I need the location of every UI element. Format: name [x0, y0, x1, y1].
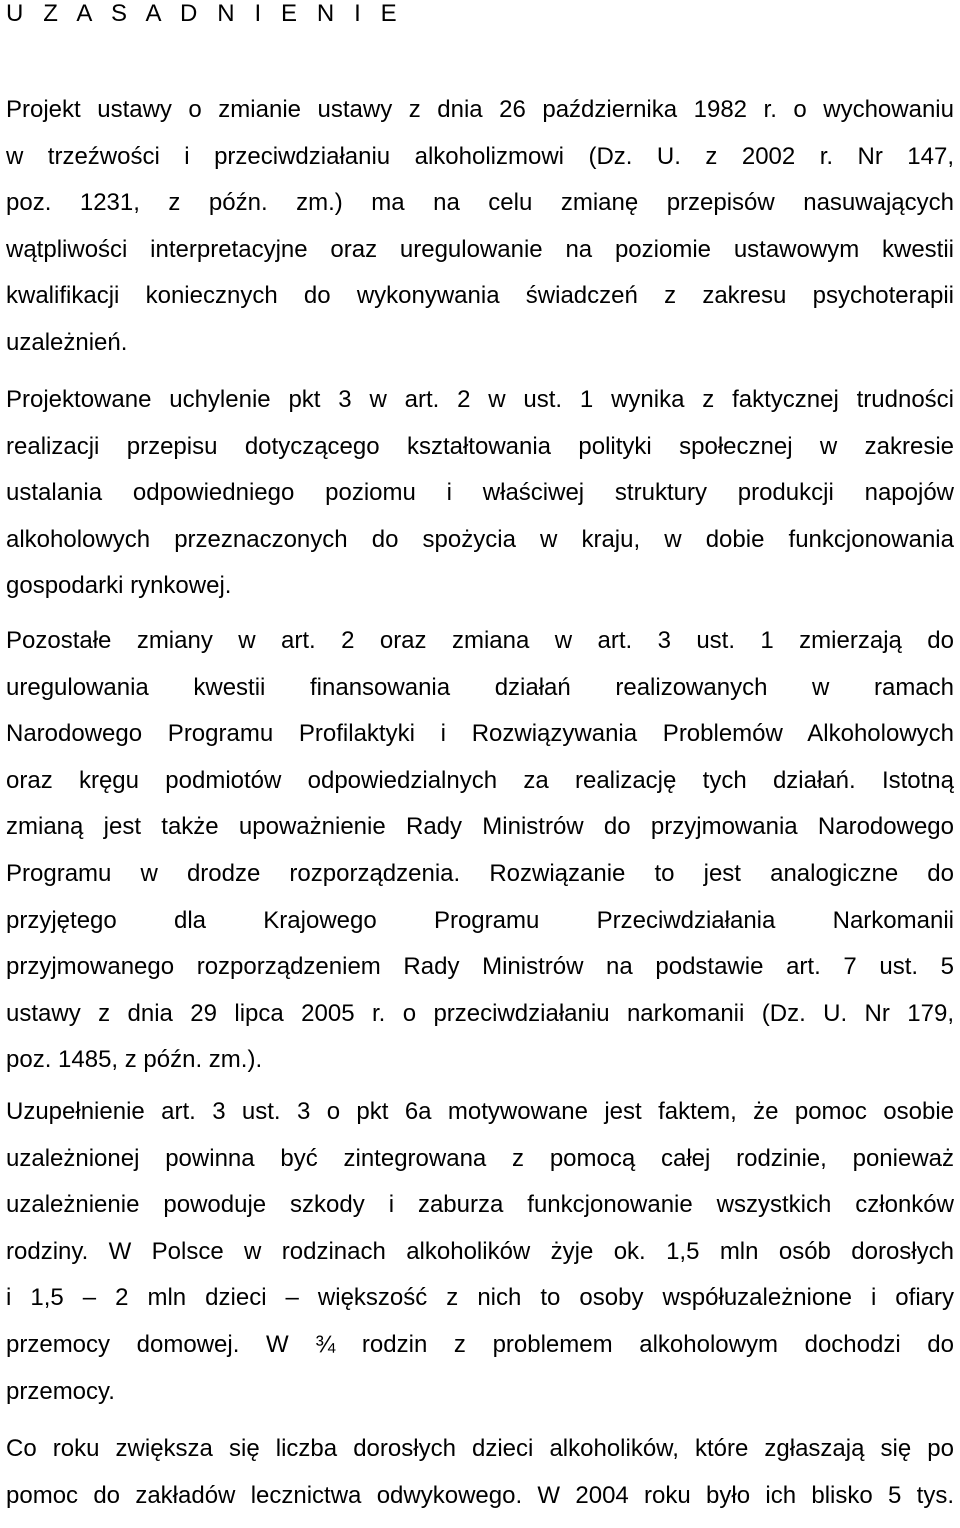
paragraph-1-line: uzależnień. — [6, 328, 128, 356]
paragraph-2-line: Projektowane uchylenie pkt 3 w art. 2 w ust. 1 wynika z faktycznej trudności — [6, 386, 954, 413]
paragraph-4-line: przemocy domowej. W ¾ rodzin z problemem alkoholowym dochodzi do — [6, 1330, 954, 1358]
paragraph-3-line: przyjętego dla Krajowego Programu Przeciwdziałania Narkomanii — [6, 906, 954, 934]
paragraph-4-line: uzależnionej powinna być zintegrowana z pomocą całej rodzinie, ponieważ — [6, 1144, 954, 1172]
paragraph-3-line: ustawy z dnia 29 lipca 2005 r. o przeciwdziałaniu narkomanii (Dz. U. Nr 179, — [6, 999, 954, 1027]
paragraph-2-line: gospodarki rynkowej. — [6, 572, 232, 600]
paragraph-1-line: kwalifikacji koniecznych do wykonywania świadczeń z zakresu psychoterapii — [6, 282, 954, 310]
paragraph-3-line: zmianą jest także upoważnienie Rady Ministrów do przyjmowania Narodowego — [6, 813, 954, 841]
paragraph-2-line: alkoholowych przeznaczonych do spożycia w kraju, w dobie funkcjonowania — [6, 525, 954, 553]
paragraph-3-line: Narodowego Programu Profilaktyki i Rozwiązywania Problemów Alkoholowych — [6, 720, 954, 748]
paragraph-4 — [6, 1098, 954, 1424]
paragraph-1-line: w trzeźwości i przeciwdziałaniu alkoholizmowi (Dz. U. z 2002 r. Nr 147, — [6, 142, 954, 170]
paragraph-3-line: poz. 1485, z późn. zm.). — [6, 1046, 263, 1074]
paragraph-5-line: Co roku zwiększa się liczba dorosłych dzieci alkoholików, które zgłaszają się po — [6, 1435, 954, 1462]
paragraph-2-line: realizacji przepisu dotyczącego kształtowania polityki społecznej w zakresie — [6, 432, 954, 460]
paragraph-3-line: oraz kręgu podmiotów odpowiedzialnych za realizację tych działań. Istotną — [6, 766, 954, 794]
paragraph-4-line: uzależnienie powoduje szkody i zaburza funkcjonowanie wszystkich członków — [6, 1191, 954, 1219]
paragraph-1 — [6, 96, 954, 376]
paragraph-5-line: pomoc do zakładów lecznictwa odwykowego. W 2004 roku było ich blisko 5 tys. — [6, 1481, 954, 1509]
paragraph-4-line: rodziny. W Polsce w rodzinach alkoholików żyje ok. 1,5 mln osób dorosłych — [6, 1237, 954, 1265]
paragraph-2 — [6, 386, 954, 619]
paragraph-4-line: przemocy. — [6, 1377, 115, 1405]
paragraph-4-line: i 1,5 – 2 mln dzieci – większość z nich to osoby współuzależnione i ofiary — [6, 1284, 954, 1312]
paragraph-3 — [6, 627, 954, 1093]
paragraph-1-line: poz. 1231, z późn. zm.) ma na celu zmianę przepisów nasuwających — [6, 189, 954, 217]
paragraph-3-line: przyjmowanego rozporządzeniem Rady Ministrów na podstawie art. 7 ust. 5 — [6, 953, 954, 981]
document-title: U Z A S A D N I E N I E — [6, 0, 404, 27]
paragraph-3-line: Programu w drodze rozporządzenia. Rozwiązanie to jest analogiczne do — [6, 859, 954, 887]
paragraph-1-line: wątpliwości interpretacyjne oraz uregulowanie na poziomie ustawowym kwestii — [6, 235, 954, 263]
paragraph-3-line: uregulowania kwestii finansowania działań realizowanych w ramach — [6, 673, 954, 701]
paragraph-1-line: Projekt ustawy o zmianie ustawy z dnia 26 października 1982 r. o wychowaniu — [6, 96, 954, 123]
paragraph-2-line: ustalania odpowiedniego poziomu i właściwej struktury produkcji napojów — [6, 479, 954, 507]
paragraph-5 — [6, 1435, 954, 1528]
paragraph-4-line: Uzupełnienie art. 3 ust. 3 o pkt 6a motywowane jest faktem, że pomoc osobie — [6, 1098, 954, 1125]
paragraph-3-line: Pozostałe zmiany w art. 2 oraz zmiana w art. 3 ust. 1 zmierzają do — [6, 627, 954, 654]
